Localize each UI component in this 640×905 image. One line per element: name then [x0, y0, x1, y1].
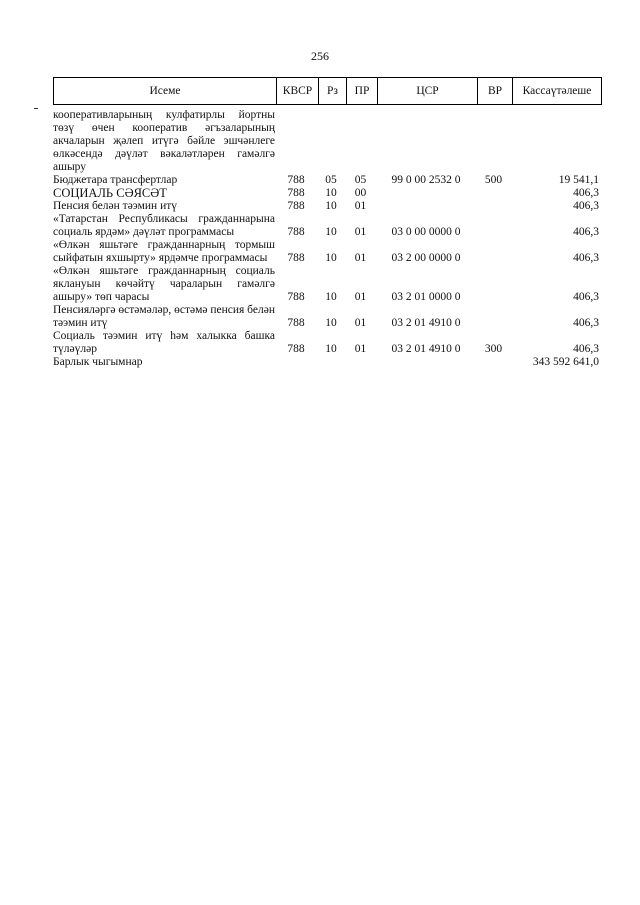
row-name: СОЦИАЛЬ СӘЯСӘТ: [53, 186, 167, 200]
row-rz: 10: [325, 343, 337, 355]
row-kvsr: 788: [287, 226, 305, 238]
table-row: [53, 200, 602, 213]
row-kvsr: 788: [287, 200, 305, 212]
row-name: «Өлкән яшьтәге гражданнарның тормыш сыйфатын яхшырту» ярдәмче программасы: [53, 239, 275, 264]
row-amount: 406,3: [573, 343, 599, 355]
header-kassa-line1: Касса: [522, 85, 551, 97]
header-kassa: [512, 78, 601, 104]
row-name: Бюджетара трансфертлар: [53, 174, 178, 186]
table-row: [53, 304, 602, 330]
row-kvsr: 788: [287, 317, 305, 329]
row-amount: 406,3: [573, 200, 599, 212]
row-rz: 10: [325, 200, 337, 212]
row-kvsr: 788: [287, 343, 305, 355]
header-csr: ЦСР: [377, 78, 477, 104]
row-csr: 03 2 01 4910 0: [391, 343, 461, 355]
margin-tick: [34, 108, 38, 109]
row-amount: 406,3: [573, 226, 599, 238]
page-number: 256: [311, 49, 329, 63]
row-rz: 10: [325, 291, 337, 303]
table-row: [53, 265, 602, 304]
row-name: Барлык чыгымнар: [53, 356, 143, 368]
row-amount: 406,3: [573, 252, 599, 264]
table-row: [53, 109, 602, 174]
row-amount: 406,3: [573, 187, 599, 199]
row-amount: 343 592 641,0: [532, 356, 599, 368]
table-header: [53, 77, 602, 105]
row-amount: 19 541,1: [558, 174, 599, 186]
header-kassa-line2: үтәлеше: [550, 85, 592, 97]
row-pr: 05: [354, 174, 367, 186]
row-pr: 00: [354, 187, 367, 199]
row-name: кооперативларының кулфатирлы йортны төзү өчен кооператив әгъзаларының акчаларын җәлеп итүгә бәйле эшчәнлеге өлкәсендә дәүләт вәкаләтләрен гамәлгә ашыру: [53, 109, 275, 173]
row-pr: 01: [354, 317, 367, 329]
row-csr: 03 0 00 0000 0: [391, 226, 461, 238]
table-row-total: [53, 356, 602, 369]
header-vr: ВР: [477, 78, 512, 104]
row-pr: 01: [354, 252, 367, 264]
row-csr: 03 2 01 0000 0: [391, 291, 461, 303]
row-kvsr: 788: [287, 252, 305, 264]
table-row: [53, 239, 602, 265]
row-rz: 10: [325, 252, 337, 264]
table-row: [53, 330, 602, 356]
header-kvsr: КВСР: [276, 78, 318, 104]
row-amount: 406,3: [573, 317, 599, 329]
table-row: [53, 187, 602, 200]
row-name: Пенсия белән тәэмин итү: [53, 200, 178, 212]
row-name: «Татарстан Республикасы гражданнарына социаль ярдәм» дәүләт программасы: [53, 213, 275, 238]
row-pr: 01: [354, 200, 367, 212]
row-rz: 10: [325, 226, 337, 238]
row-pr: 01: [354, 343, 367, 355]
row-kvsr: 788: [287, 187, 305, 199]
header-pr: ПР: [346, 78, 377, 104]
row-amount: 406,3: [573, 291, 599, 303]
row-kvsr: 788: [287, 291, 305, 303]
row-pr: 01: [354, 226, 367, 238]
row-name: Социаль тәэмин итү һәм халыкка башка түләүләр: [53, 330, 275, 355]
row-name: «Өлкән яшьтәге гражданнарның социаль яклануын көчәйтү чараларын гамәлгә ашыру» төп чарасы: [53, 265, 275, 303]
row-rz: 05: [325, 174, 337, 186]
row-csr: 99 0 00 2532 0: [391, 174, 461, 186]
row-vr: 500: [484, 174, 503, 186]
row-csr: 03 2 01 4910 0: [391, 317, 461, 329]
table-body: [53, 109, 602, 369]
row-pr: 01: [354, 291, 367, 303]
row-csr: 03 2 00 0000 0: [391, 252, 461, 264]
header-rz: Рз: [318, 78, 346, 104]
row-kvsr: 788: [287, 174, 305, 186]
header-name: Исеме: [149, 84, 181, 97]
row-name: Пенсияләргә өстәмәләр, өстәмә пенсия белән тәэмин итү: [53, 304, 275, 329]
table-row: [53, 213, 602, 239]
row-vr: 300: [484, 343, 503, 355]
row-rz: 10: [325, 317, 337, 329]
row-rz: 10: [325, 187, 337, 199]
